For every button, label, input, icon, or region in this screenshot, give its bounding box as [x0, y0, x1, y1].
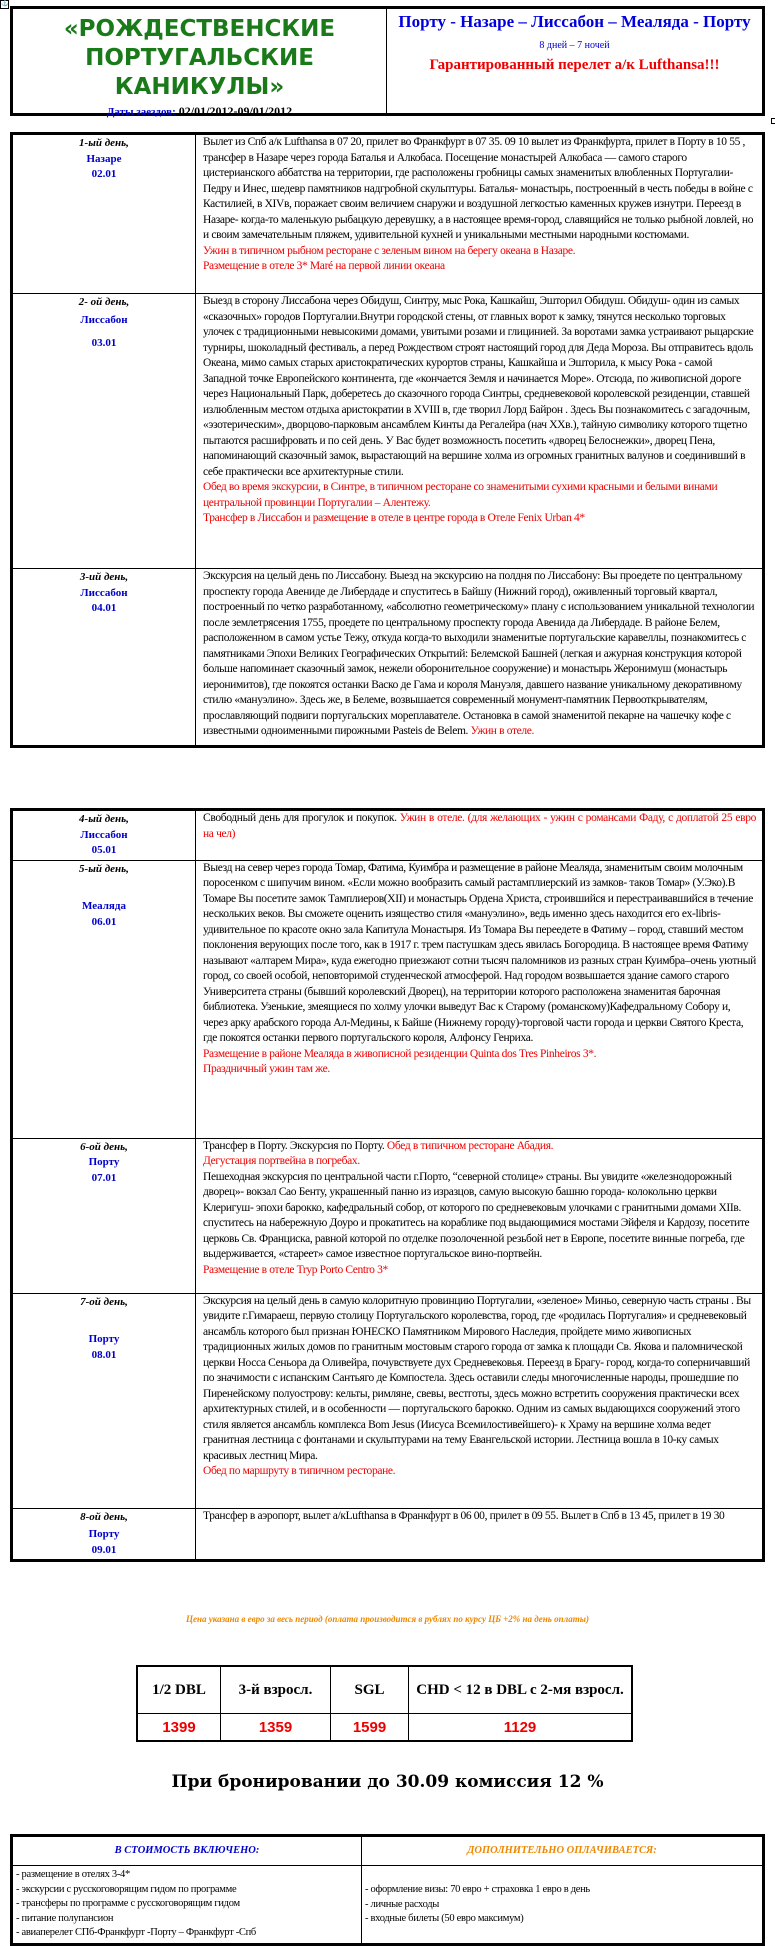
- tour-title-line-2: ПОРТУГАЛЬСКИЕ: [85, 45, 314, 71]
- day-text: Выезд в сторону Лиссабона через Обидуш, Синтру, мыс Рока, Кашкайш, Эшторил Обидуш. Обидуш- один из самых «сказочных» городов Португалии.Внутри городской стены, от главных ворот к замку, тянутся несколько торговых улочек с традиционными невысокими домами, увитыми розами и глицинией. За воротами замка устраивают рыцарские турниры, шоколадный фестиваль, а перед Рождеством строят настоящий город для Деда Мороза. Вы отправитесь вдоль Океана, мимо самых старых аристократических курортов страны, Кашкайша и Эшторила, к мысу Рока - самой Западной точке Европейского континента, где «кончается Земля и начинается Море». Отсюда, по живописной дороге через Национальный Парк, доберетесь до сказочного города Синтры, средневековой королевской резиденции, ставшей излюбленным местом отдыха аристократии в XVIII в, где творил Лорд Байрон . Здесь Вы познакомитесь с загадочным, «эзотерическим», дворцово-парковым ансамблем Кинты да Регалейра (нач XXв.), тайную символику которого тщетно пытаются расшифровать и по сей день. У Вас будет возможность посетить «дворец Белоснежки», дворец Пена, напоминающий сказочный замок, вырастающий на вершине холма из огромных гранитных валунов и соединивший в себе практически все архитектурные стили.: [203, 295, 754, 478]
- day-dinner-note: Ужин в типичном рыбном ресторане с зеленым вином на берегу океана в Назаре.: [203, 244, 576, 257]
- price-note: Цена указана в евро за весь период (оплата производится в рублях по курсу ЦБ +2% на день оплаты): [186, 1614, 589, 1624]
- price-chd: 1129: [409, 1714, 633, 1742]
- terms-body-row: [12, 1866, 764, 1945]
- day-cell: [12, 1508, 196, 1561]
- day-row-6: [12, 1138, 764, 1293]
- included-item: - экскурсии с русскоговорящим гидом по программе: [16, 1883, 237, 1895]
- day-city: Порту: [88, 1333, 120, 1345]
- day-lunch-note: Обед во время экскурсии, в Синтре, в типичном ресторане со знаменитыми сухими красными и белыми винами центральной провинции Португалии – Алентежу.: [203, 481, 718, 509]
- header-title-block: [13, 9, 387, 118]
- day-description: [196, 294, 764, 569]
- day-city: Порту: [88, 1528, 120, 1540]
- tour-duration: 8 дней – 7 ночей: [539, 40, 610, 51]
- commission-note: При бронировании до 30.09 комиссия 12 %: [171, 1772, 604, 1792]
- day-cell: [12, 569, 196, 747]
- day-city: Лиссабон: [80, 586, 128, 599]
- included-item: - питание полупансион: [16, 1912, 114, 1924]
- price-half-dbl: 1399: [137, 1714, 221, 1742]
- day-lunch-note: Обед по маршруту в типичном ресторане.: [203, 1465, 396, 1477]
- price-header-third-adult: 3-й взросл.: [221, 1666, 331, 1714]
- day-text: Выезд на север через города Томар, Фатима, Куимбра и размещение в районе Меаляда, знаменитым своим молочным поросенком с шипучим вином. «Если можно вообразить самый растамплиерский из замков- таков Томар» (У.Эко).В Томаре Вы посетите замок Тамплиеров(XII) и монастырь Ордена Христа, строившийся и перестраивавшийся в течение нескольких веков. Вы сможете оценить изящество стиля «мануэлино», ведь именно здесь находится его ex-libris-удивительное по красоте окно зала Капитула Монастыря. Из Томара Вы переедете в Фатиму – город, ставший местом поклонения верующих после того, как в 1917 г. трем пастушкам здесь явилась Богородица. В настоящее время Фатиму называют «алтарем Мира», куда ежегодно приезжают сотни тысяч паломников из разных стран Куимбра–очень уютный город, со своей особой, неповторимой студенческой атмосферой. Над городом возвышается здание самого старого Университета страны (бывший королевский Дворец), на территории которого расположена знаменитая барочная библиотека. Узенькие, змеящиеся по холму улочки выведут Вас к Старому (романскому)Кафедральному Собору и, через арку арабского города Ал-Медины, к Байше (Нижнему городу)-торговой части города и церкви Святого Креста, где покоятся останки первого португальского короля, Алфонсу Генриха.: [203, 861, 756, 1044]
- day-label: 4-ый день,: [79, 813, 129, 825]
- day-cell: [12, 810, 196, 861]
- extra-item: - оформление визы: 70 евро + страховка 1 евро в день: [365, 1884, 590, 1895]
- day-intro: Трансфер в Порту. Экскурсия по Порту.: [203, 1139, 385, 1152]
- day-row-2: [12, 294, 764, 569]
- price-header-sgl: SGL: [331, 1666, 409, 1714]
- price-sgl: 1599: [331, 1714, 409, 1742]
- price-header-chd: CHD < 12 в DBL с 2-мя взросл.: [409, 1666, 633, 1714]
- day-row-7: [12, 1293, 764, 1508]
- day-city: Лиссабон: [80, 313, 128, 326]
- price-third-adult: 1359: [221, 1714, 331, 1742]
- day-text: Экскурсия на целый день в самую колоритную провинцию Португалии, «зеленое» Миньо, северную часть страны . Вы увидите г.Гимараеш, первую столицу Португальского королевства, город, где «родилась Португалия» и средневековый ансамбль которого был признан ЮНЕСКО Памятником Мирового Наследия, пройдете мимо живописных традиционных жилых домов по гранитным мостовым старого города от замка к площади Св. Якова и паломнической церкви Носса Сеньора да Оливейра, почувствуете дух Средневековья. Переезд в Брагу- город, когда-то соперничавший по значимости с испанским Сантьяго де Компостела. Здесь оставили следы многочисленные народы, прошедшие по Пиренейскому полуострову: кельты, римляне, свевы, вестготы, здесь можно встретить сооружения практически всех архитектурных стилей, и в особенности — португальского барокко. Одним из самых выдающихся сооружений этого стиля является ансамбль комплекса Bom Jesus (Иисуса Всемилостивейшего)- к Храму на вершине холма ведет гранитная лестница с фонтанами и скульптурами на тему Евангельской истории. Лестница вошла в 10-ку самых красивых лестниц Мира.: [203, 1294, 751, 1462]
- day-description: [196, 569, 764, 747]
- day-description: [196, 860, 764, 1138]
- price-header-row: [137, 1666, 632, 1714]
- day-row-1: [12, 134, 764, 294]
- tour-route: Порту - Назаре – Лиссабон – Меаляда - Порту: [398, 12, 751, 31]
- day-description: [196, 1508, 764, 1561]
- day-cell: [12, 860, 196, 1138]
- day-description: [196, 1293, 764, 1508]
- header-route-block: [387, 9, 762, 113]
- day-row-8: [12, 1508, 764, 1561]
- day-label: 8-ой день,: [80, 1510, 128, 1523]
- extra-title: ДОПОЛНИТЕЛЬНО ОПЛАЧИВАЕТСЯ:: [362, 1836, 764, 1866]
- day-row-4: [12, 810, 764, 861]
- extra-item: - личные расходы: [365, 1898, 440, 1910]
- day-city: Меаляда: [82, 900, 126, 912]
- day-date: 06.01: [91, 915, 117, 928]
- resize-handle[interactable]: [771, 118, 775, 124]
- day-lunch-note: Обед в типичном ресторане Абадия.: [386, 1139, 554, 1152]
- flight-guarantee: Гарантированный перелет а/к Lufthansa!!!: [429, 57, 720, 73]
- day-label: 7-ой день,: [80, 1295, 128, 1308]
- day-hotel-note: Размещение в отеле Tryp Porto Centro 3*: [203, 1263, 388, 1276]
- day-date: 07.01: [91, 1171, 117, 1184]
- day-cell: [12, 1293, 196, 1508]
- day-cell: [12, 1138, 196, 1293]
- dates-value: 02/01/2012-09/01/2012: [178, 104, 293, 118]
- day-text: Свободный день для прогулок и покупок.: [203, 812, 397, 824]
- price-table: [136, 1665, 633, 1742]
- dates-label: Даты заездов:: [106, 106, 176, 118]
- extra-list: [362, 1866, 764, 1945]
- day-row-5: [12, 860, 764, 1138]
- price-value-row: [137, 1714, 632, 1742]
- day-text: Вылет из Спб а/к Lufthansa в 07 20, прилет во Франкфурт в 07 35. 09 10 вылет из Франкфурта, прилет в Порту в 10 55 , трансфер в Назаре через города Баталья и Алкобаса. Посещение монастырей Алкобаса — самого старого цистерианского аббатства на территории, где расположены гробницы самых знаменитых влюбленных Португалии-Педру и Инес, шедевр памятников надгробной скульптуры. Баталья- монастырь, построенный в честь победы в войне с Кастилией, в XIVв, поражает своим величием снаружи и воздушной легкостью каменных кружев изнутри. Переезд в Назаре- когда-то маленькую рыбацкую деревушку, а в настоящее время-город, славящийся не только рыбной ловлей, но и своим замечательным пляжем, удивительной кухней и уникальными местными народными костюмами.: [203, 136, 754, 241]
- included-list: [12, 1866, 362, 1945]
- itinerary-table-1: [10, 132, 765, 748]
- day-label: 6-ой день,: [80, 1140, 128, 1153]
- day-date: 03.01: [91, 337, 117, 349]
- tour-title-line-1: «РОЖДЕСТВЕНСКИЕ: [63, 16, 336, 42]
- day-tasting-note: Дегустация портвейна в погребах.: [203, 1155, 360, 1167]
- day-city: Порту: [88, 1156, 120, 1168]
- tour-title-line-3: КАНИКУЛЫ»: [114, 74, 285, 100]
- terms-table: [10, 1834, 765, 1946]
- day-cell: [12, 294, 196, 569]
- itinerary-table-2: [10, 808, 765, 1562]
- day-cell: [12, 134, 196, 294]
- day-row-3: [12, 569, 764, 747]
- day-label: 2- ой день,: [78, 296, 130, 308]
- day-date: 05.01: [91, 844, 117, 856]
- day-hotel-note: Размещение в отеле 3* Maré на первой линии океана: [203, 260, 445, 272]
- tour-dates: [13, 104, 386, 119]
- day-date: 09.01: [91, 1543, 117, 1556]
- day-date: 04.01: [91, 602, 117, 614]
- day-date: 08.01: [91, 1348, 117, 1361]
- day-text: Трансфер в аэропорт, вылет а/кLufthansa в Франкфурт в 06 00, прилет в 09 55. Вылет в Спб в 13 45, прилет в 19 30: [203, 1509, 725, 1522]
- day-hotel-note: Трансфер в Лиссабон и размещение в отеле в центре города в Отеле Fenix Urban 4*: [203, 512, 585, 524]
- price-header-half-dbl: 1/2 DBL: [137, 1666, 221, 1714]
- day-label: 5-ый день,: [79, 862, 129, 875]
- included-item: - авиаперелет СПб-Франкфурт -Порту – Франкфурт -Спб: [16, 1927, 256, 1938]
- day-label: 3-ий день,: [79, 571, 129, 583]
- day-text: Пешеходная экскурсия по центральной части г.Порто, “северной столице» страны. Вы увидите «железнодорожный дворец»- вокзал Сао Бенту, украшенный панно из изразцов, самую высокую башню города- колокольню церкви Клеригуш- эпохи барокко, кафедральный собор, от которого по средневековым улочками с гранитными домами XIIв. спуститесь на набережную Доуро и прокатитесь на кораблике под выдающимися мостами Эйфеля и Кардозу, посетите церковь Св. Франциска, равной которой по отделке позолоченной резьбой нет в Европе, посетите винные погреба, где выдерживается, «стареет» самое известное португальское вино-портвейн.: [203, 1170, 750, 1260]
- day-city: Лиссабон: [80, 828, 128, 841]
- extra-item: - входные билеты (50 евро максимум): [365, 1913, 524, 1924]
- terms-header-row: [12, 1836, 764, 1866]
- included-item: - трансферы по программе с русскоговорящим гидом: [16, 1898, 240, 1909]
- day-dinner-note: Ужин в отеле. (для желающих - ужин с романсами Фаду, с доплатой 25 евро на чел): [203, 812, 756, 840]
- day-date: 02.01: [91, 168, 117, 180]
- day-description: [196, 810, 764, 861]
- day-hotel-note: Размещение в районе Меаляда в живописной резиденции Quinta dos Tres Pinheiros 3*.: [203, 1047, 597, 1060]
- day-text: Экскурсия на целый день по Лиссабону. Выезд на экскурсию на полдня по Лиссабону: Вы проедете по центральному проспекту города Авениде де Либердаде и спуститесь в Байшу (Нижний город), оживленный торговый квартал, построенный по четко разработанному, «абсолютно геометрическому» плану с использованием уникальной технологии после землетрясения 1755, проедете по центральному проспекту города Авенида да Либердаде. В районе Белем, расположенном в самом устье Тежу, откуда когда-то выходили знаменитые португальские каравеллы, познакомитесь с памятниками Эпохи Великих Географических Открытий: Белемской Башней (легкая и ажурная конструкция которой больше напоминает сказочный замок, нежели оборонительное сооружение) и монастырь Жеронимуш (монастырь иеронимитов), где покоятся останки Васко де Гама и короля Мануэля, давшего название уникальному декоративному стилю «мануэлино». Здесь же, в Белеме, возвышается современный монумент-памятник Первооткрывателям, прославляющий подвиги португальских мореплавателе. Остановка в самой знаменитой пекарне на чашечку кофе с известными одноименными пирожными Pasteis de Belem.: [203, 570, 755, 737]
- day-description: [196, 1138, 764, 1293]
- day-city: Назаре: [86, 152, 122, 165]
- day-dinner-note: Ужин в отеле.: [470, 725, 535, 737]
- day-dinner-note: Праздничный ужин там же.: [203, 1063, 330, 1075]
- day-label: 1-ый день,: [79, 137, 129, 149]
- day-description: [196, 134, 764, 294]
- included-title: В СТОИМОСТЬ ВКЛЮЧЕНО:: [12, 1836, 362, 1866]
- anchor-icon: ⚓: [1, 1, 9, 7]
- tour-header: [10, 6, 765, 116]
- included-item: - размещение в отелях 3-4*: [16, 1869, 130, 1880]
